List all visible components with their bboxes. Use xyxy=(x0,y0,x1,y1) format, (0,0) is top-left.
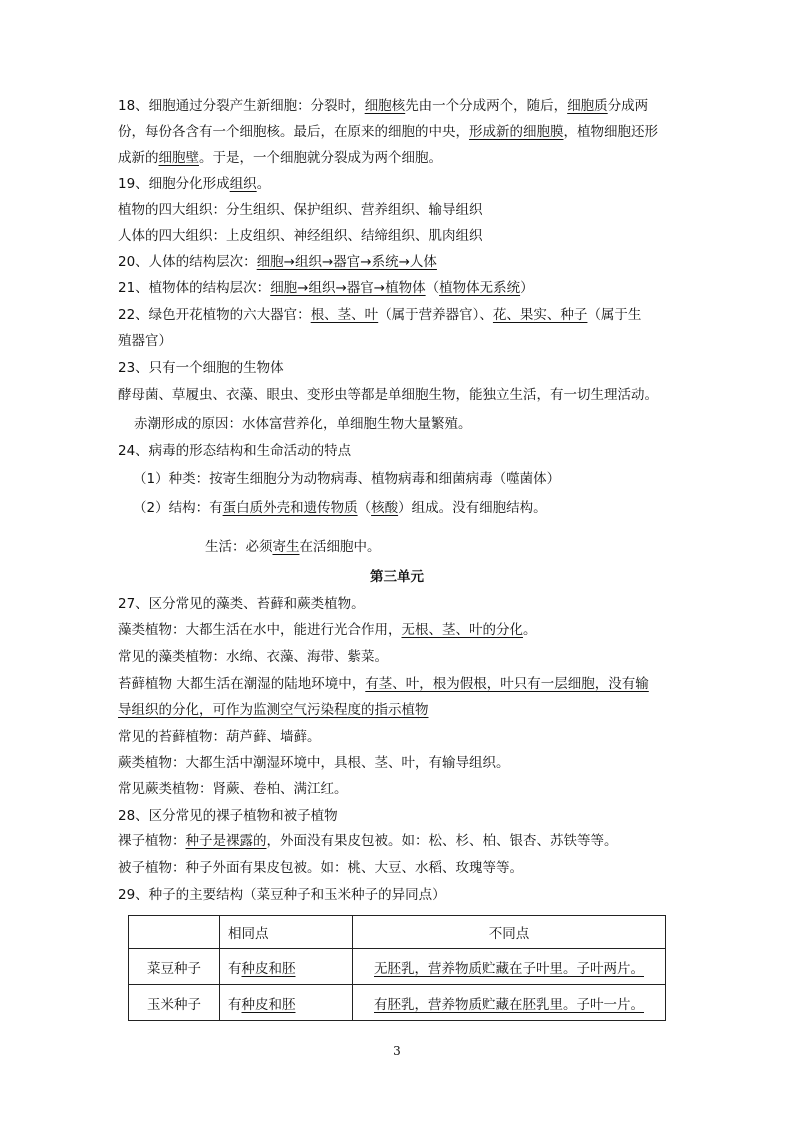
text: 。 xyxy=(256,176,271,192)
item-20 xyxy=(118,254,678,270)
text: 21、植物体的结构层次： xyxy=(118,280,271,296)
table-header-diff: 不同点 xyxy=(353,916,666,949)
text: 苔藓植物 大都生活在潮湿的陆地环境中， xyxy=(118,676,366,692)
underlined-term: 核酸 xyxy=(371,500,399,516)
algae-description xyxy=(118,622,678,638)
text: （属于生 xyxy=(587,307,642,323)
item-18-line-1 xyxy=(118,98,678,114)
underlined-term: 细胞→组织→器官→系统→人体 xyxy=(256,254,437,270)
underlined-term: 组织 xyxy=(229,176,257,192)
underlined-term: 种子是裸露的 xyxy=(185,833,267,849)
item-18-line-3 xyxy=(118,150,678,166)
underlined-term: 形成新的细胞膜 xyxy=(469,124,564,140)
fern-description: 蕨类植物：大都生活中潮湿环境中，具根、茎、叶，有输导组织。 xyxy=(118,755,510,771)
underlined-term: 有胚乳，营养物质贮藏在胚乳里。子叶一片。 xyxy=(374,996,644,1013)
table-row xyxy=(129,949,666,985)
underlined-term: 细胞壁 xyxy=(158,150,199,166)
seed-same xyxy=(220,949,353,985)
underlined-term: 有茎、叶，根为假根，叶只有一层细胞，没有输 xyxy=(365,676,649,692)
seed-name: 玉米种子 xyxy=(129,985,220,1021)
text: 裸子植物： xyxy=(118,833,186,849)
gymnosperm-description xyxy=(118,833,678,849)
unicellular-organisms: 酵母菌、草履虫、衣藻、眼虫、变形虫等都是单细胞生物，能独立生活，有一切生理活动。 xyxy=(118,387,658,403)
table-row xyxy=(129,985,666,1021)
text: ，植物细胞还形 xyxy=(563,124,658,140)
text: 藻类植物：大都生活在水中，能进行光合作用， xyxy=(118,622,402,638)
item-21 xyxy=(118,280,678,296)
red-tide-cause: 赤潮形成的原因：水体富营养化，单细胞生物大量繁殖。 xyxy=(134,416,472,432)
text: 。 xyxy=(523,622,537,638)
item-24: 24、病毒的形态结构和生命活动的特点 xyxy=(118,443,352,459)
human-tissues: 人体的四大组织：上皮组织、神经组织、结缔组织、肌肉组织 xyxy=(118,228,483,244)
item-27: 27、区分常见的藻类、苔藓和蕨类植物。 xyxy=(118,596,365,612)
table-header-blank xyxy=(129,916,220,949)
underlined-term: 细胞→组织→器官→植物体 xyxy=(270,280,426,296)
text: （ xyxy=(357,500,372,516)
underlined-term: 细胞核 xyxy=(364,98,406,114)
moss-description-line-2 xyxy=(118,702,678,718)
moss-description-line-1 xyxy=(118,676,678,692)
text: 在活细胞中。 xyxy=(299,539,381,555)
underlined-term: 根、茎、叶 xyxy=(310,307,379,323)
underlined-term: 无胚乳，营养物质贮藏在子叶里。子叶两片。 xyxy=(374,960,644,977)
unit-title: 第三单元 xyxy=(370,569,424,585)
seed-diff xyxy=(353,949,666,985)
item-28: 28、区分常见的裸子植物和被子植物 xyxy=(118,808,338,824)
angiosperm-description: 被子植物：种子外面有果皮包被。如：桃、大豆、水稻、玫瑰等等。 xyxy=(118,860,523,876)
text: 20、人体的结构层次： xyxy=(118,254,257,270)
seed-same xyxy=(220,985,353,1021)
text: 生活：必须 xyxy=(205,539,273,555)
item-19 xyxy=(118,176,678,192)
underlined-term: 细胞质 xyxy=(567,98,608,114)
text: 成新的 xyxy=(118,150,159,166)
text: 19、细胞分化形成 xyxy=(118,176,230,192)
table-header-row xyxy=(129,916,666,949)
text: （2）结构：有 xyxy=(133,500,223,516)
seed-diff xyxy=(353,985,666,1021)
algae-common: 常见的藻类植物：水绵、衣藻、海带、紫菜。 xyxy=(118,649,388,665)
item-29: 29、种子的主要结构（菜豆种子和玉米种子的异同点） xyxy=(118,887,446,903)
text: 份，每份各含有一个细胞核。最后，在原来的细胞的中央， xyxy=(118,124,469,140)
underlined-term: 种皮和胚 xyxy=(241,960,296,977)
seed-comparison-table xyxy=(128,915,666,1021)
fern-common: 常见蕨类植物：肾蕨、卷柏、满江红。 xyxy=(118,781,348,797)
underlined-term: 导组织的分化，可作为监测空气污染程度的指示植物 xyxy=(118,702,429,718)
virus-structure xyxy=(133,500,693,516)
seed-name: 菜豆种子 xyxy=(129,949,220,985)
underlined-term: 无根、茎、叶的分化 xyxy=(401,622,523,638)
text: 22、绿色开花植物的六大器官： xyxy=(118,307,311,323)
text: 。于是，一个细胞就分裂成为两个细胞。 xyxy=(199,150,442,166)
virus-types: （1）种类：按寄生细胞分为动物病毒、植物病毒和细菌病毒（噬菌体） xyxy=(133,471,561,487)
underlined-term: 花、果实、种子 xyxy=(492,307,588,323)
underlined-term: 蛋白质外壳和遗传物质 xyxy=(222,500,358,516)
item-22-line-1 xyxy=(118,307,678,323)
text: 有 xyxy=(228,996,242,1013)
underlined-term: 寄生 xyxy=(272,539,300,555)
text: （ xyxy=(425,280,440,296)
plant-tissues: 植物的四大组织：分生组织、保护组织、营养组织、输导组织 xyxy=(118,202,483,218)
text: ，外面没有果皮包被。如：松、杉、柏、银杏、苏铁等等。 xyxy=(266,833,618,849)
page-number: 3 xyxy=(393,1044,401,1058)
table-header-same: 相同点 xyxy=(220,916,353,949)
text: 18、细胞通过分裂产生新细胞：分裂时， xyxy=(118,98,365,114)
virus-life xyxy=(205,539,765,555)
item-23: 23、只有一个细胞的生物体 xyxy=(118,360,284,376)
text: （属于营养器官）、 xyxy=(378,307,493,323)
underlined-term: 种皮和胚 xyxy=(241,996,296,1013)
text: 分成两 xyxy=(607,98,649,114)
item-18-line-2 xyxy=(118,124,678,140)
text: ） xyxy=(520,280,534,296)
moss-common: 常见的苔藓植物：葫芦藓、墙藓。 xyxy=(118,729,321,745)
underlined-term: 植物体无系统 xyxy=(439,280,521,296)
text: 先由一个分成两个，随后， xyxy=(405,98,568,114)
text: ）组成。没有细胞结构。 xyxy=(398,500,547,516)
item-22-line-2: 殖器官） xyxy=(118,333,172,349)
text: 有 xyxy=(228,960,242,977)
